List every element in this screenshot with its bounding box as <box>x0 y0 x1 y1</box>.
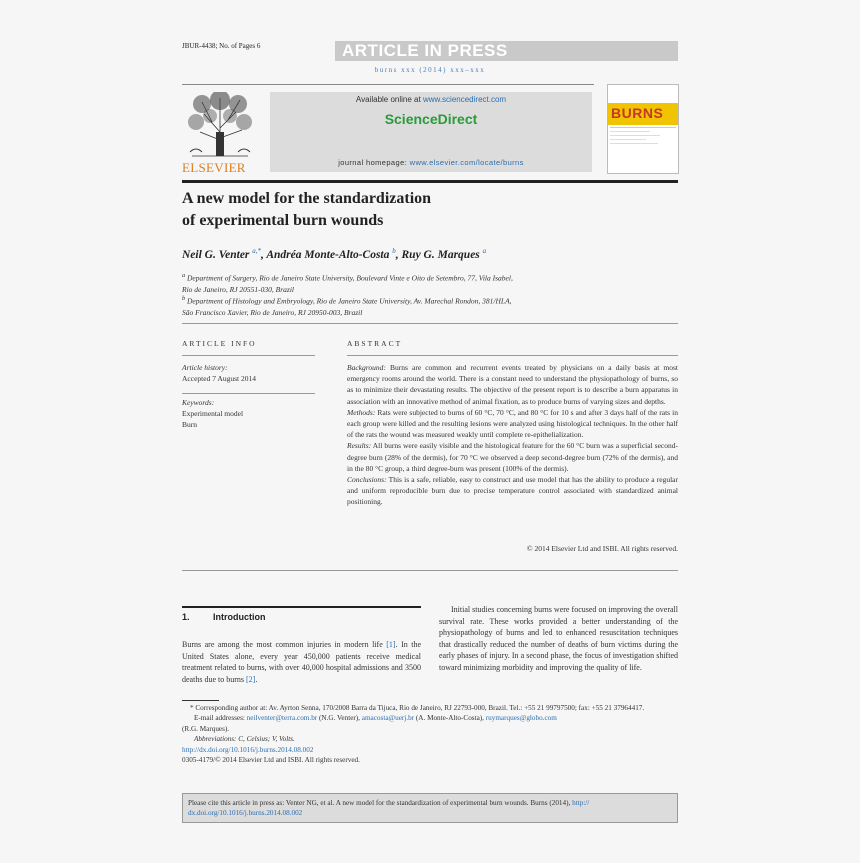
article-info-heading: ARTICLE INFO <box>182 339 257 348</box>
sciencedirect-logo: ScienceDirect <box>384 111 478 127</box>
available-online <box>270 95 592 104</box>
history-label: Article history: <box>182 363 228 372</box>
citation-text <box>188 798 672 819</box>
background-label: Background: <box>347 363 386 372</box>
abstract-bottom-rule <box>182 570 678 571</box>
abstract-body <box>347 362 678 508</box>
footnotes <box>182 703 678 765</box>
author-monte-alto-costa-sup[interactable]: b <box>392 247 396 255</box>
corresponding-author: * Corresponding author at: Av. Ayrton Senna, 170/2008 Barra da Tijuca, Rio de Janeiro, RJ 22793-000, Brazil. Tel.: +55 21 99797500; fax: +55 21 37964417. <box>190 704 645 712</box>
section-title: Introduction <box>213 612 266 622</box>
email-marques-link[interactable]: ruymarques@globo.com <box>485 714 557 723</box>
affiliation-a <box>182 270 678 296</box>
affil-b-line1: Department of Histology and Embryology, Rio de Janeiro State University, Av. Marechal Rondon, 381/HLA, <box>187 296 512 306</box>
header-rule <box>182 84 594 85</box>
email-marques-who: (R.G. Marques). <box>182 724 230 733</box>
author-marques[interactable]: Ruy G. Marques <box>401 248 480 261</box>
introduction-column-2 <box>439 604 678 673</box>
author-venter-sup[interactable]: a,* <box>252 247 262 255</box>
keywords <box>182 397 315 430</box>
citation-body: Please cite this article in press as: Venter NG, et al. A new model for the standardization of experimental burn wounds. Burns (2014), <box>188 799 573 807</box>
article-history <box>182 362 315 384</box>
abstract-copyright: © 2014 Elsevier Ltd and ISBI. All rights reserved. <box>526 544 678 553</box>
conclusions-label: Conclusions: <box>347 475 387 485</box>
affil-b-line2: São Francisco Xavier, Rio de Janeiro, RJ 20950-003, Brazil <box>182 308 363 317</box>
journal-homepage-link[interactable]: www.elsevier.com/locate/burns <box>409 158 524 167</box>
email-costa-who: (A. Monte-Alto-Costa), <box>414 714 486 723</box>
affiliation-rule <box>182 323 678 324</box>
abstract-rule <box>347 355 678 356</box>
keyword-2: Burn <box>182 420 197 429</box>
title-line-1: A new model for the standardization <box>182 190 432 207</box>
methods-text: Rats were subjected to burns of 60 °C, 70 °C, and 80 °C for 10 s and after 3 days half of the rats in each group were killed and the resulting lesions were analyzed using histological techniques. In the other half of the rats the wound was measured weakly until complete re-epithelialization. <box>347 407 678 440</box>
abstract-results <box>347 440 678 474</box>
affil-a-line2: Rio de Janeiro, RJ 20551-030, Brazil <box>182 285 294 294</box>
author-marques-sup[interactable]: a <box>482 247 487 255</box>
email-costa-link[interactable]: amacosta@uerj.br <box>361 714 415 723</box>
citation-doi-link-a[interactable]: http:// <box>572 799 590 807</box>
citation-doi-link-b[interactable]: dx.doi.org/10.1016/j.burns.2014.08.002 <box>188 809 303 818</box>
footnote-rule <box>182 700 219 701</box>
results-label: Results: <box>347 441 372 451</box>
section-number: 1. <box>182 612 190 622</box>
intro-text-c: . <box>255 674 258 684</box>
journal-running-header: burns xxx (2014) xxx–xxx <box>374 66 486 74</box>
affil-b-sup: b <box>182 295 186 302</box>
title-line-2: of experimental burn wounds <box>182 212 384 229</box>
burns-cover-title: BURNS <box>611 105 664 121</box>
email-venter-link[interactable]: neilventer@terra.com.br <box>246 714 318 723</box>
sciencedirect-link[interactable]: www.sciencedirect.com <box>422 95 507 104</box>
article-in-press-banner: ARTICLE IN PRESS <box>342 41 508 60</box>
article-id: JBUR-4438; No. of Pages 6 <box>182 42 261 50</box>
article-info-rule <box>182 355 315 356</box>
available-prefix: Available online at <box>355 95 423 104</box>
affil-a-sup: a <box>182 272 186 279</box>
journal-homepage <box>270 158 592 167</box>
affil-a-line1: Department of Surgery, Rio de Janeiro State University, Boulevard Vinte e Oito de Setembro, 77, Vila Isabel, <box>187 273 513 283</box>
email-label: E-mail addresses: <box>194 714 247 723</box>
intro-text-b: . In the United States alone, every year 450,000 patients receive medical treatment related to burns, with over 40,000 hospital admissions and 3500 deaths due to burns <box>182 640 422 684</box>
article-title <box>182 188 582 232</box>
intro-col2-text: Initial studies concerning burns were focused on improving the overall survival rate. These works provided a better understanding of the physiopathology of burns and led to enhanced resuscitation techniques that drastically reduced the number of deaths of burn victims during the early phases of injury. In a second phase, the focus of investigation shifted toward minimizing morbidity and improving the quality of life. <box>439 605 678 672</box>
keyword-1: Experimental model <box>182 409 244 418</box>
introduction-heading <box>182 612 266 622</box>
elsevier-wordmark: ELSEVIER <box>182 160 246 175</box>
history-value: Accepted 7 August 2014 <box>182 374 256 383</box>
journal-cover <box>607 84 679 174</box>
abstract-background <box>347 362 678 407</box>
author-list: Neil G. Venter $^{a,*}$, Andréa Monte-Alto-Costa $^b$, Ruy G. Marques $^a$ <box>182 247 487 261</box>
email-venter-who: (N.G. Venter), <box>317 714 362 723</box>
abstract-conclusions <box>347 474 678 508</box>
author-venter[interactable]: Neil G. Venter <box>182 248 250 261</box>
doi-link[interactable]: http://dx.doi.org/10.1016/j.burns.2014.08.002 <box>182 745 314 754</box>
affiliation-b <box>182 293 678 319</box>
reference-2-link[interactable]: [2] <box>246 674 256 684</box>
methods-label: Methods: <box>347 407 376 417</box>
issn-line: 0305-4179/© 2014 Elsevier Ltd and ISBI. All rights reserved. <box>182 756 360 765</box>
author-monte-alto-costa[interactable]: Andréa Monte-Alto-Costa <box>266 248 390 261</box>
abstract-heading: ABSTRACT <box>347 339 403 348</box>
title-rule <box>182 180 678 183</box>
abbreviations: Abbreviations: C, Celsius; V, Volts. <box>194 735 295 744</box>
intro-text-a: Burns are among the most common injuries in modern life <box>182 640 387 649</box>
background-text: Burns are common and recurrent events treated by physicians on a daily basis at most emergency rooms around the world. There is a constant need to understand the physiopathology of burns, so as to minimize their devastating results. The objective of the present report is to describe a burn apparatus in association with an innovative method of animal fixation, as to produce burns of varying sizes and depths. <box>347 363 678 406</box>
keywords-label: Keywords: <box>182 398 215 407</box>
homepage-prefix: journal homepage: <box>338 158 410 167</box>
keywords-rule <box>182 393 315 394</box>
introduction-rule <box>182 606 421 608</box>
conclusions-text: This is a safe, reliable, easy to construct and use model that has the ability to produce a regular and uniform reproducible burn due to precise temperature control associated with standardized animal positioning. <box>347 475 678 507</box>
introduction-column-1 <box>182 639 421 685</box>
abstract-methods <box>347 407 678 441</box>
results-text: All burns were easily visible and the histological feature for the 60 °C burn was a superficial second-degree burn (28% of the dermis), for 70 °C we observed a deep second-degree burn (72% of the dermis), and in the 80 °C group, a third degree-burn was present (100% of the dermis). <box>347 441 678 473</box>
reference-1-link[interactable]: [1] <box>386 640 396 649</box>
email-addresses <box>182 713 678 723</box>
